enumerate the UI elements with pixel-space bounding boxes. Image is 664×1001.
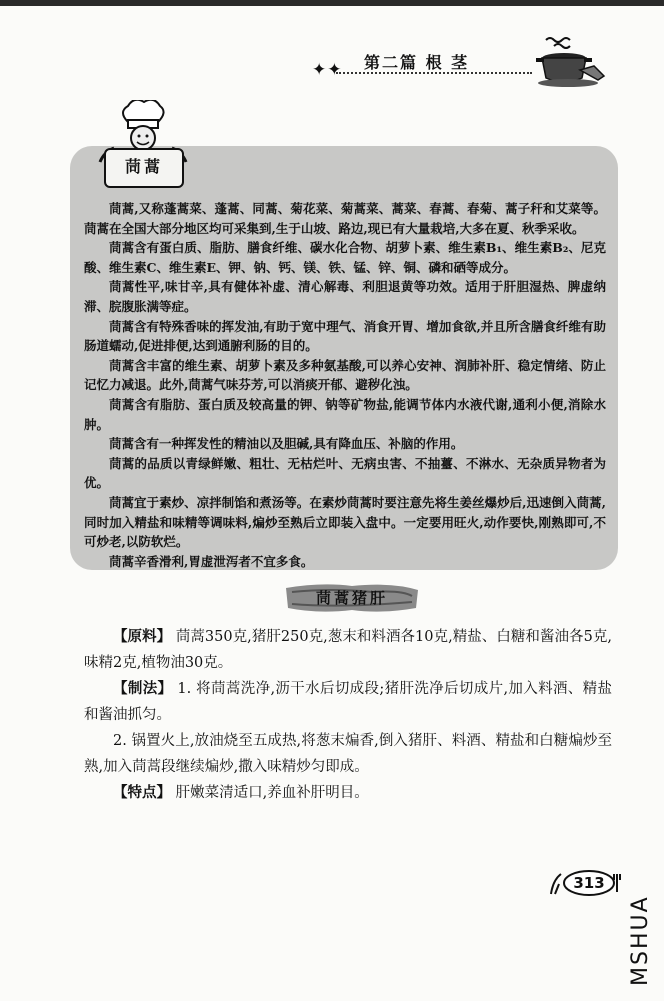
method-paragraph xyxy=(84,676,612,728)
feature-label: 【特点】 xyxy=(113,785,171,801)
box-paragraph: 茼蒿性平,味甘辛,具有健体补虚、清心解毒、利胆退黄等功效。适用于肝胆湿热、脾虚纳滞、脘腹胀满等症。 xyxy=(84,279,606,314)
ingredients-text: 茼蒿350克,猪肝250克,葱末和料酒各10克,精盐、白糖和酱油各5克,味精2克,植物油30克。 xyxy=(84,629,613,671)
recipe-title: 茼蒿猪肝 xyxy=(315,589,388,607)
box-paragraph: 茼蒿的品质以青绿鲜嫩、粗壮、无枯烂叶、无病虫害、不抽薹、不淋水、无杂质异物者为优。 xyxy=(84,455,606,491)
box-paragraph: 茼蒿含有脂肪、蛋白质及较高量的钾、钠等矿物盐,能调节体内水液代谢,通利小便,消除水肿。 xyxy=(84,396,606,432)
watermark-text: MSHUA xyxy=(628,895,653,986)
running-header xyxy=(312,48,532,78)
feature-paragraph xyxy=(84,780,612,806)
section-title: 第二篇 根 茎 xyxy=(364,53,470,72)
box-paragraph: 茼蒿含有特殊香味的挥发油,有助于宽中理气、消食开胃、增加食欲,并且所含膳食纤维有助肠道蠕动,促进排便,达到通腑利肠的目的。 xyxy=(84,318,606,354)
method-step-2: 2. 锅置火上,放油烧至五成热,将葱末煸香,倒入猪肝、料酒、精盐和白糖煸炒至熟,加入茼蒿段继续煸炒,撒入味精炒匀即成。 xyxy=(84,733,612,775)
star-ornament: ✦✦ xyxy=(312,60,343,80)
top-rule xyxy=(0,0,664,6)
ingredient-name-sign: 茼蒿 xyxy=(104,148,184,188)
box-paragraph: 茼蒿宜于素炒、凉拌制馅和煮汤等。在素炒茼蒿时要注意先将生姜丝爆炒后,迅速倒入茼蒿,同时加入精盐和味精等调味料,煸炒至熟后立即装入盘中。一定要用旺火,动作要快,刚熟即可,不可炒老,以防软烂。 xyxy=(84,494,606,550)
method-label: 【制法】 xyxy=(113,681,173,697)
box-paragraph: 茼蒿辛香滑利,胃虚泄泻者不宜多食。 xyxy=(109,553,314,569)
box-paragraph: 茼蒿,又称蓬蒿菜、蓬蒿、同蒿、菊花菜、菊蒿菜、蒿菜、春蒿、春菊、蒿子秆和艾菜等。茼蒿在全国大部分地区均可采集到,生于山坡、路边,现已有大量栽培,大多在夏、秋季采收。 xyxy=(84,201,606,236)
method-step-1: 1. 将茼蒿洗净,沥干水后切成段;猪肝洗净后切成片,加入料酒、精盐和酱油抓匀。 xyxy=(84,681,613,723)
page-number: 313 xyxy=(573,874,605,892)
box-paragraph: 茼蒿含有蛋白质、脂肪、膳食纤维、碳水化合物、胡萝卜素、维生素B₁、维生素B₂、尼克酸、维生素C、维生素E、钾、钠、钙、镁、铁、锰、锌、铜、磷和硒等成分。 xyxy=(84,240,606,275)
recipe-body xyxy=(84,624,612,806)
ingredients-label: 【原料】 xyxy=(113,629,172,645)
box-paragraph: 茼蒿含丰富的维生素、胡萝卜素及多种氨基酸,可以养心安神、润肺补肝、稳定情绪、防止记忆力减退。此外,茼蒿气味芬芳,可以消痰开郁、避秽化浊。 xyxy=(84,357,606,393)
box-paragraph: 茼蒿含有一种挥发性的精油以及胆碱,具有降血压、补脑的作用。 xyxy=(109,436,464,452)
ingredient-description xyxy=(84,199,606,571)
ingredients-paragraph xyxy=(84,624,612,676)
feature-text: 肝嫩菜清适口,养血补肝明目。 xyxy=(175,785,369,801)
dotted-rule xyxy=(336,72,532,74)
cooking-pot-icon xyxy=(532,36,608,88)
